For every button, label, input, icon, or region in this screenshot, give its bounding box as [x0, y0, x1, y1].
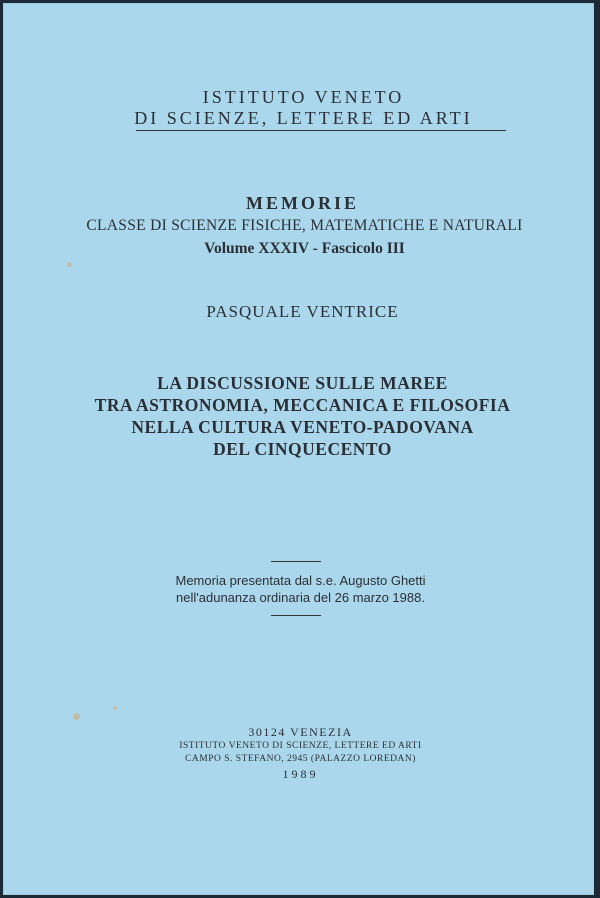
- book-cover: [3, 3, 594, 895]
- institute-name-line1: ISTITUTO VENETO: [202, 87, 405, 107]
- series-volume: Volume XXXIV - Fascicolo III: [204, 240, 405, 257]
- title-line: TRA ASTRONOMIA, MECCANICA E FILOSOFIA: [94, 395, 511, 415]
- memo-divider-top: [271, 561, 321, 562]
- publication-year: 1989: [282, 767, 319, 781]
- publisher-address: CAMPO S. STEFANO, 2945 (PALAZZO LOREDAN): [185, 754, 416, 764]
- series-class: CLASSE DI SCIENZE FISICHE, MATEMATICHE E NATURALI: [86, 217, 523, 234]
- stain-spot: [73, 713, 80, 720]
- series-name: MEMORIE: [246, 193, 359, 213]
- title-line: NELLA CULTURA VENETO-PADOVANA: [131, 417, 474, 437]
- stain-spot: [67, 262, 72, 267]
- publisher-name: ISTITUTO VENETO DI SCIENZE, LETTERE ED ARTI: [179, 741, 422, 751]
- memo-line2: nell'adunanza ordinaria del 26 marzo 1988.: [176, 590, 425, 605]
- publisher-city: 30124 VENEZIA: [248, 725, 353, 739]
- title-line: LA DISCUSSIONE SULLE MAREE: [157, 373, 448, 393]
- memo-divider-bottom: [271, 615, 321, 616]
- author-name: PASQUALE VENTRICE: [206, 302, 399, 321]
- stain-spot: [113, 706, 117, 710]
- title-line: DEL CINQUECENTO: [213, 439, 392, 459]
- institute-name-line2: DI SCIENZE, LETTERE ED ARTI: [134, 108, 473, 128]
- memo-line1: Memoria presentata dal s.e. Augusto Ghetti: [175, 573, 426, 588]
- header-divider: [136, 130, 506, 131]
